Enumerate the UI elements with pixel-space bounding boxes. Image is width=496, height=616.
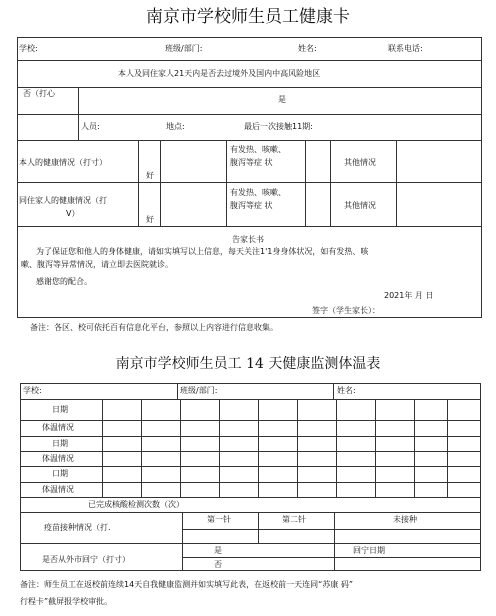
date-label: 日期 [52,405,68,414]
date-label: 口期 [52,469,68,478]
phone-label: 联系电话: [388,44,423,53]
temperature-label: 体温情况 [42,485,74,494]
date-label: 日期 [52,439,68,448]
signature-label: 签字（学生家长）： [312,306,380,315]
class-label: 班级/部门: [165,44,203,53]
date-text: 2021年 月 日 [384,291,434,300]
monitor-note-line-1: 备注：师生员工在返校前连续14天自我健康监测并如实填写此表，在返校前一天连同“苏康 码” [20,580,354,589]
nucleic-test-label: 已完成核酸检测次数（次） [88,500,184,509]
good-option-1: 好 [146,171,154,180]
place-label: 地点: [166,122,185,131]
vaccine-label: 疫苗接种情况（打. [44,523,111,532]
monitor-title: 南京市学校师生员工 14 天健康监测体温表 [115,356,381,372]
self-health-label: 本人的健康情况（打寸） [19,158,107,167]
card-note: 备注：各区、校可依托百有信息化平台，参照以上内容进行信息收集。 [30,323,278,332]
notice-title: 告家长书 [232,235,264,244]
notice-line-3: 感谢您的配合。 [36,277,92,286]
monitor-name-label: 姓名: [337,386,356,395]
monitor-note-line-2: 行程卡”截屏报学校审批。 [20,597,113,606]
other-option-1: 其他情况 [344,158,376,167]
temperature-label: 体温情况 [42,454,74,463]
notice-line-2: 嗽、腹泻等异常情况，请立即去医院就诊。 [21,260,173,269]
monitor-class-label: 班级/部门: [180,386,218,395]
dose1-option: 第一针 [207,515,231,524]
other-option-2: 其他情况 [344,201,376,210]
family-health-label-b: V） [66,209,80,218]
symptoms-option-2a: 有发热、咳嗽、 [230,188,286,197]
good-option-2: 好 [146,215,154,224]
travel-question: 本人及同住家人21天内是否去过境外及国内中高风险地区 [118,69,321,78]
monitor-school-label: 学校: [23,386,42,395]
outside-city-label: 是否从外市回宁（打寸） [42,555,130,564]
dose2-option: 第二针 [282,515,306,524]
card-title: 南京市学校师生员工健康卡 [146,7,350,27]
name-label: 姓名: [298,44,317,53]
school-label: 学校: [19,44,38,53]
notice-line-1: 为了保证您和他人的身体健康，请如实填写以上信息，每天关注1'1身身体状况，如有发热、咳 [36,247,369,256]
no-option: 否 [214,560,222,569]
symptoms-option-2b: 腹泻等症 状 [230,201,273,210]
return-date-label: 回宁日期 [353,546,385,555]
temperature-label: 体温情况 [42,423,74,432]
no-option: 否（打心 [23,89,55,98]
symptoms-option-1b: 腹泻等症 状 [230,158,273,167]
not-vaccinated-option: 未接种 [393,515,417,524]
family-health-label-a: 同住家人的健康情况（打 [19,196,107,205]
last-contact-label: 最后一次接触11期: [244,122,313,131]
card-table-frame [17,37,482,318]
yes-option: 是 [278,95,286,104]
symptoms-option-1a: 有发热、咳嗽、 [230,145,286,154]
person-label: 人员: [81,122,100,131]
yes-option: 是 [214,546,222,555]
